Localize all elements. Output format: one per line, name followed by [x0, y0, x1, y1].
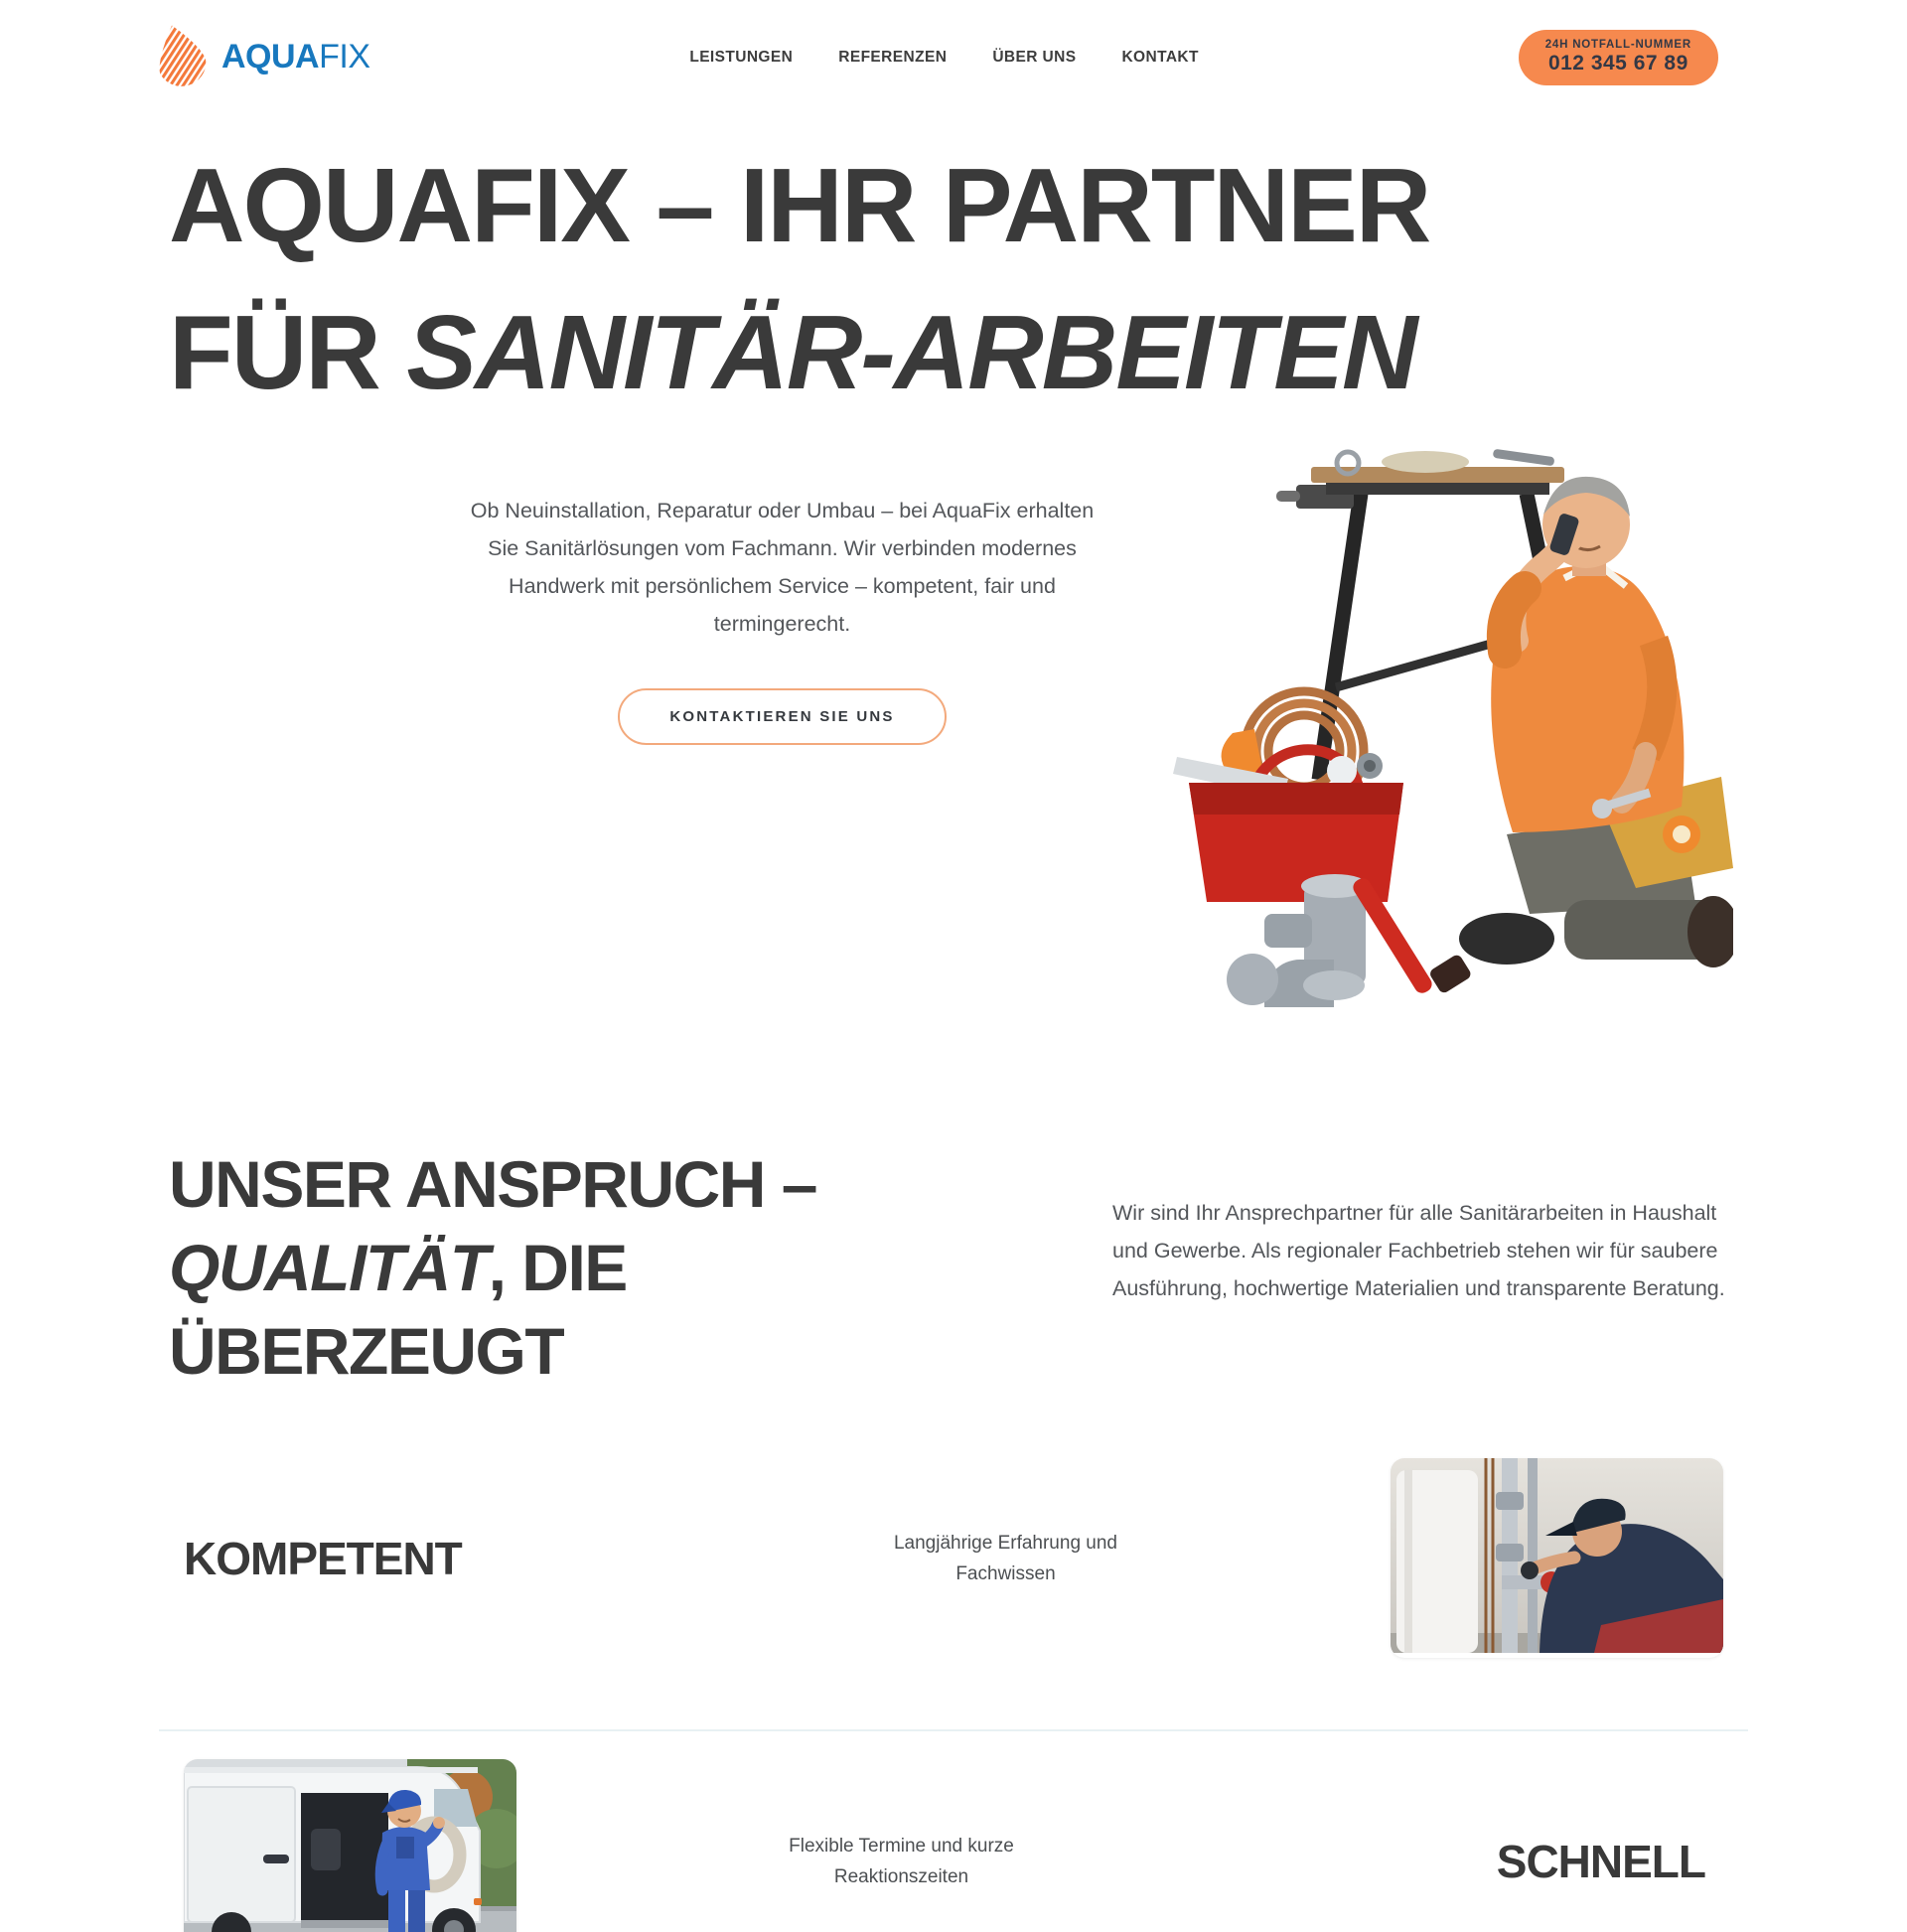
- feature-row-schnell: [184, 1759, 1723, 1932]
- hero-copy: [462, 492, 1102, 1018]
- feature-image-pipe-repair: [1391, 1458, 1723, 1658]
- feature-title-kompetent: KOMPETENT: [184, 1532, 462, 1584]
- main-nav: [400, 49, 1489, 67]
- hero-title: [169, 132, 1738, 426]
- hero-plumber-image: [1137, 437, 1733, 1018]
- feature-row-kompetent: [184, 1458, 1723, 1658]
- about-paragraph: Wir sind Ihr Ansprechpartner für alle Sanitärarbeiten in Haushalt und Gewerbe. Als regionaler Fachbetrieb stehen wir für saubere Ausführung, hochwertige Materialien und transparente Beratung.: [1112, 1201, 1725, 1300]
- about-copy: [1112, 1142, 1738, 1393]
- emergency-label: 24H NOTFALL-NUMMER: [1544, 38, 1691, 51]
- nav-link-ueber-uns[interactable]: ÜBER UNS: [992, 48, 1077, 66]
- about-title: UNSER ANSPRUCH – QUALITÄT, DIE ÜBERZEUGT: [169, 1147, 816, 1388]
- feature-description-schnell: Flexible Termine und kurze Reaktionszeiten: [789, 1835, 1014, 1887]
- hero-row: [0, 492, 1907, 1018]
- about-section: [0, 1142, 1907, 1393]
- hero-section: [0, 132, 1907, 1018]
- emergency-phone: 012 345 67 89: [1547, 51, 1688, 74]
- plumber-figure: [1459, 477, 1733, 967]
- feature-image-service-van: [184, 1759, 516, 1932]
- nav-link-referenzen[interactable]: REFERENZEN: [838, 48, 948, 66]
- nav-link-kontakt[interactable]: KONTAKT: [1121, 48, 1199, 66]
- brand-name: [221, 38, 370, 76]
- water-drop-icon: [154, 22, 208, 92]
- feature-description-kompetent: Langjährige Erfahrung und Fachwissen: [893, 1532, 1117, 1584]
- site-header: [0, 0, 1907, 92]
- hero-title-line2: FÜR SANITÄR-ARBEITEN: [169, 294, 1416, 411]
- brand-logo[interactable]: [154, 22, 370, 92]
- contact-cta-button[interactable]: KONTAKTIEREN SIE UNS: [618, 688, 946, 745]
- emergency-number-button[interactable]: [1519, 30, 1718, 85]
- nav-link-leistungen[interactable]: LEISTUNGEN: [689, 48, 794, 66]
- toolbox: [1173, 750, 1403, 902]
- features-section: [0, 1458, 1907, 1932]
- hero-title-line1: AQUAFIX – IHR PARTNER: [169, 147, 1430, 264]
- pipe-wrench: [1350, 875, 1472, 995]
- feature-title-schnell: SCHNELL: [1496, 1835, 1705, 1887]
- hero-paragraph: Ob Neuinstallation, Reparatur oder Umbau – bei AquaFix erhalten Sie Sanitärlösungen vom Fachmann. Wir verbinden modernes Handwerk mit persönlichem Service – kompetent, fair und termingerecht.: [470, 499, 1095, 636]
- section-divider: [159, 1729, 1748, 1731]
- brand-name-light: FIX: [319, 38, 370, 75]
- brand-name-bold: AQUA: [221, 38, 320, 75]
